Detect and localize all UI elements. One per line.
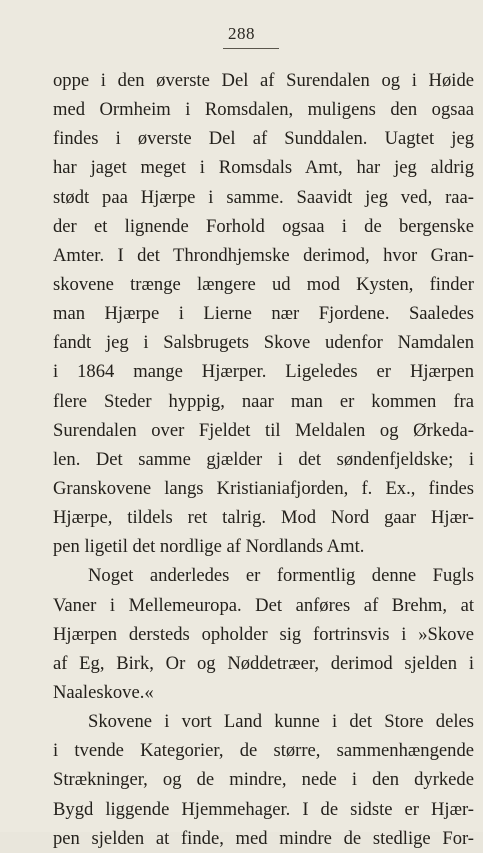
- text-line: Hjærpe, tildels ret talrig. Mod Nord gaar Hjær-: [53, 507, 474, 529]
- text-line: pen sjelden at finde, med mindre de stedlige For-: [53, 827, 474, 849]
- page-number-rule: [223, 48, 279, 49]
- text-line: Bygd liggende Hjemmehager. I de sidste er Hjær-: [53, 798, 474, 820]
- text-line: oppe i den øverste Del af Surendalen og i Høide: [53, 70, 474, 91]
- text-line: Hjærpen dersteds opholder sig fortrinsvis i »Skove: [53, 623, 474, 645]
- text-line: Strækninger, og de mindre, nede i den dyrkede: [53, 769, 474, 791]
- text-line: der et lignende Forhold ogsaa i de bergenske: [53, 215, 474, 237]
- text-line: af Eg, Birk, Or og Nøddetræer, derimod sjelden i: [53, 652, 474, 674]
- text-line: fandt jeg i Salsbrugets Skove udenfor Namdalen: [53, 332, 474, 354]
- text-line: Granskovene langs Kristianiafjorden, f. Ex., findes: [53, 477, 474, 499]
- text-line: Surendalen over Fjeldet til Meldalen og Ørkeda-: [53, 419, 474, 441]
- text-line: man Hjærpe i Lierne nær Fjordene. Saaledes: [53, 303, 474, 325]
- text-line: i 1864 mange Hjærper. Ligeledes er Hjærpen: [53, 361, 474, 383]
- text-line: Noget anderledes er formentlig denne Fugls: [88, 565, 474, 587]
- text-line: Vaner i Mellemeuropa. Det anføres af Brehm, at: [53, 594, 474, 616]
- text-line: findes i øverste Del af Sunddalen. Uagtet jeg: [53, 128, 474, 150]
- text-line: Naaleskove.«: [53, 681, 154, 703]
- text-line: Skovene i vort Land kunne i det Store deles: [88, 711, 474, 733]
- text-line: med Ormheim i Romsdalen, muligens den ogsaa: [53, 99, 474, 121]
- text-line: skovene trænge længere ud mod Kysten, finder: [53, 273, 474, 295]
- page-number: 288: [228, 24, 255, 43]
- text-line: len. Det samme gjælder i det søndenfjeldske; i: [53, 448, 474, 470]
- text-line: flere Steder hyppig, naar man er kommen fra: [53, 390, 474, 412]
- body-text: [53, 66, 474, 853]
- text-line: stødt paa Hjærpe i samme. Saavidt jeg ved, raa-: [53, 186, 474, 208]
- text-line: i tvende Kategorier, de større, sammenhængende: [53, 740, 474, 762]
- text-line: pen ligetil det nordlige af Nordlands Amt.: [53, 536, 365, 558]
- text-line: Amter. I det Throndhjemske derimod, hvor Gran-: [53, 244, 474, 266]
- text-line: har jaget meget i Romsdals Amt, har jeg aldrig: [53, 157, 474, 179]
